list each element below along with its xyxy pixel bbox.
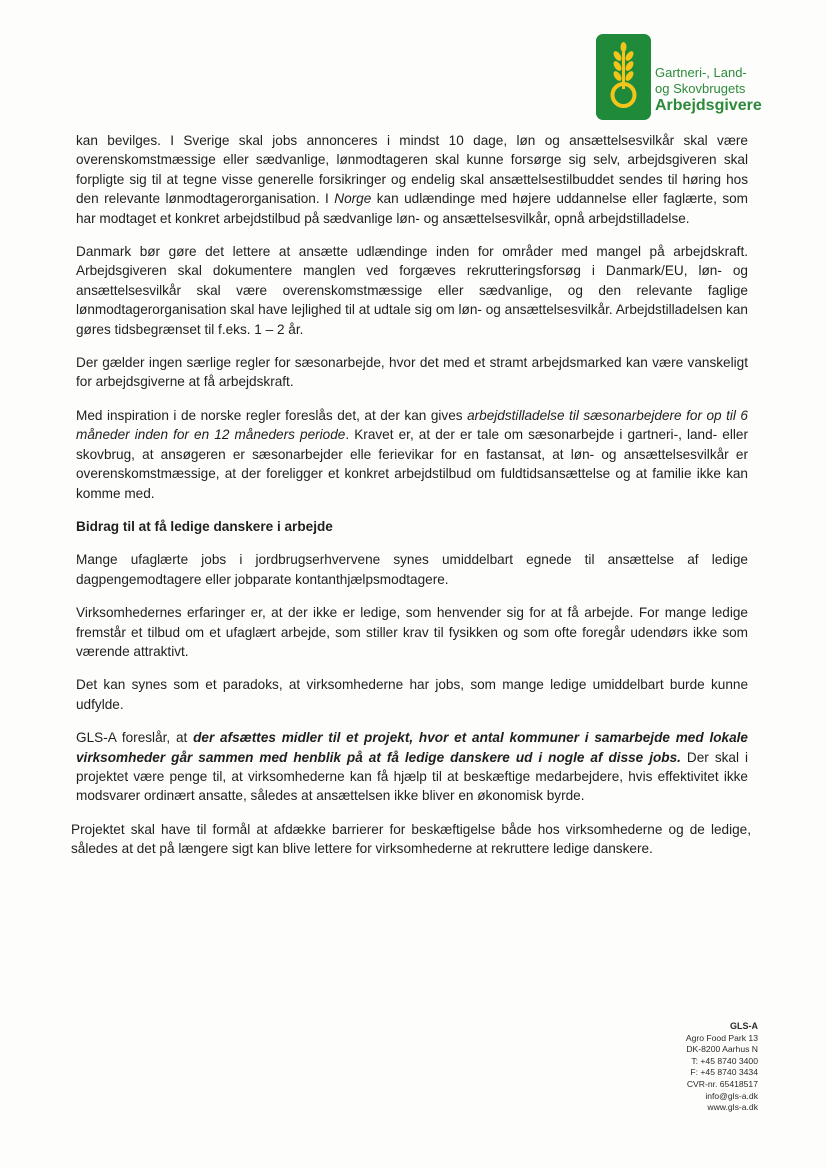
footer-org: GLS-A: [730, 1021, 758, 1031]
footer-address: [686, 1021, 758, 1114]
body-text: [71, 131, 751, 873]
paragraph-paradox: Det kan synes som et paradoks, at virksomhederne har jobs, som mange ledige umiddelbart burde kunne udfylde.: [76, 677, 748, 712]
paragraph-denmark-proposal: Danmark bør gøre det lettere at ansætte udlændinge inden for områder med mangel på arbejdskraft. Arbejdsgiveren skal dokumentere manglen ved forgæves rekrutteringsforsøg i Danmark/EU, løn- og ansættelsesvilkår skal være overenskomstmæssige eller sædvanlige, og den relevante faglige lønmodtagerorganisation skal have lejlighed til at udtale sig om løn- og ansættelsesvilkår. Arbejdstilladelsen kan gøres tidsbegrænset til f.eks. 1 – 2 år.: [76, 244, 748, 337]
paragraph-unskilled-jobs: Mange ufaglærte jobs i jordbrugserhvervene synes umiddelbart egnede til ansættelse af ledige dagpengemodtagere eller jobparate kontanthjælpsmodtagere.: [76, 552, 748, 587]
logo-line-2: og Skovbrugets: [655, 81, 746, 96]
paragraph-company-experience: Virksomhedernes erfaringer er, at der ikke er ledige, som henvender sig for at få arbejde. For mange ledige fremstår et tilbud om et ufaglært arbejde, som stiller krav til fysikken og som ofte foregår udendørs ikke som værende attraktivt.: [76, 605, 748, 659]
footer-cvr: CVR-nr. 65418517: [686, 1078, 758, 1089]
logo-line-3: Arbejdsgivere: [655, 97, 762, 114]
logo-text: [655, 65, 762, 115]
footer-website: www.gls-a.dk: [707, 1102, 758, 1113]
footer-address-line-1: Agro Food Park 13: [685, 1032, 758, 1043]
footer-fax: F: +45 8740 3434: [690, 1067, 758, 1078]
footer-email: info@gls-a.dk: [705, 1090, 758, 1101]
paragraph-project-purpose: Projektet skal have til formål at afdække barrierer for beskæftigelse både hos virksomhederne og de ledige, således at det på længere sigt kan blive lettere for virksomhederne at rekruttere ledige danskere.: [71, 821, 751, 857]
wheat-emblem-icon: [596, 34, 651, 120]
paragraph-sweden-norway: kan bevilges. I Sverige skal jobs annonceres i mindst 10 dage, løn og ansættelsesvilkår skal være overenskomstmæssige eller sædvanlige, lønmodtageren skal kunne forsørge sig selv, arbejdsgiveren skal forpligte sig til at tegne visse generelle forsikringer og endelig skal ansættelsestilbuddet sendes til høring hos den relevante lønmodtagerorganisation. I Norge kan udlændinge med højere uddannelse eller faglærte, som har modtaget et konkret arbejdstilbud på sædvanlige løn- og ansættelsesvilkår, opnå arbejdstilladelse.: [76, 133, 749, 226]
footer-phone: T: +45 8740 3400: [691, 1055, 758, 1066]
paragraph-seasonal-permit: Med inspiration i de norske regler foreslås det, at der kan gives arbejdstilladelse til sæsonarbejdere for op til 6 måneder inden for en 12 måneders periode. Kravet er, at der er tale om sæsonarbejde i gartneri-, land- eller skovbrug, at ansøgeren er sæsonarbejder elle ferievikar for en fastansat, at løn- og ansættelsesvilkår er overenskomstmæssige, at der foreligger et konkret arbejdstilbud om fuldtidsansættelse og at familie ikke kan komme med.: [76, 407, 748, 501]
logo-line-1: Gartneri-, Land-: [655, 65, 747, 80]
paragraph-gls-proposal: GLS-A foreslår, at der afsættes midler til et projekt, hvor et antal kommuner i samarbejde med lokale virksomheder går sammen med henblik på at få ledige danskere ud i nogle af disse jobs. Der skal i projektet være penge til, at virksomhederne kan få hjælp til at beskæftige medarbejdere, hvis effektivitet ikke modsvarer ordinært ansatte, således at ansættelsen ikke bliver en økonomisk byrde.: [76, 730, 748, 804]
footer-address-line-2: DK-8200 Aarhus N: [686, 1044, 758, 1055]
section-heading: Bidrag til at få ledige danskere i arbejde: [76, 518, 333, 534]
paragraph-seasonal-work: Der gælder ingen særlige regler for sæsonarbejde, hvor det med et stramt arbejdsmarked kan være vanskeligt for arbejdsgiverne at få arbejdskraft.: [76, 355, 748, 390]
organization-logo: [596, 34, 766, 124]
